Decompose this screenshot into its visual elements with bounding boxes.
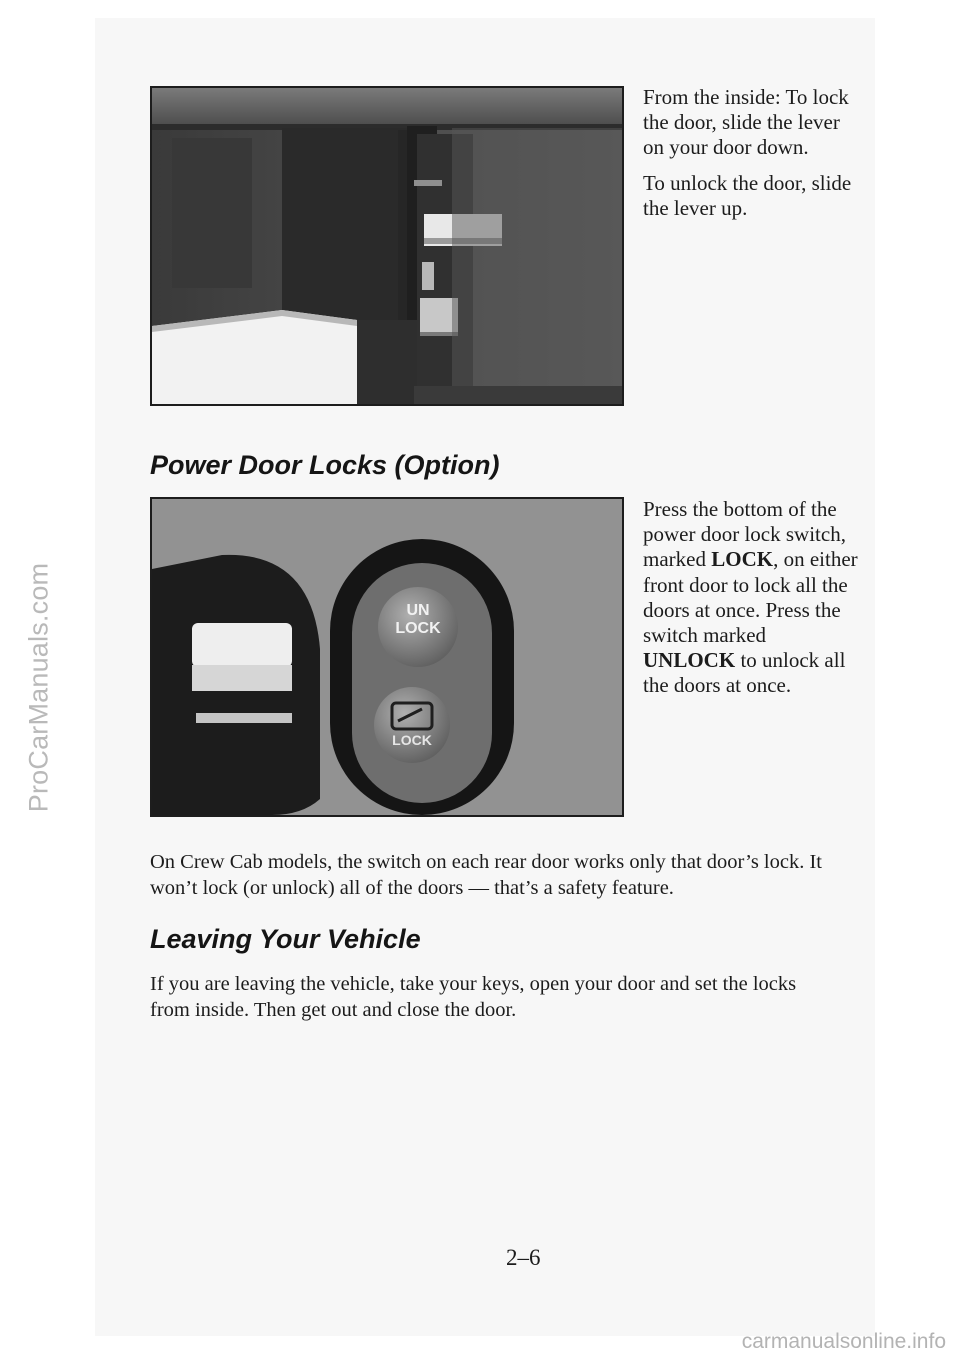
unlock-label-top: UN xyxy=(406,602,430,619)
page-number: 2–6 xyxy=(506,1245,541,1270)
inside-lock-paragraph: From the inside: To lock the door, slide the lever on your door down. xyxy=(643,85,849,160)
door-lever-illustration xyxy=(152,88,622,404)
power-lock-switch-photo xyxy=(150,497,624,817)
crew-cab-note: On Crew Cab models, the switch on each rear door works only that door’s lock. It won’t lock (or unlock) all of the doors — that’s a safety feature. xyxy=(150,851,822,899)
side-watermark: ProCarManuals.com xyxy=(23,562,54,812)
lock-term: LOCK xyxy=(711,547,774,572)
inside-unlock-paragraph: To unlock the door, slide the lever up. xyxy=(643,170,852,220)
leaving-vehicle-heading: Leaving Your Vehicle xyxy=(150,924,421,954)
power-door-locks-heading: Power Door Locks (Option) xyxy=(150,450,500,480)
power-lock-switch-illustration xyxy=(152,499,622,815)
power-lock-paragraph: Press the bottom of the power door lock switch, marked LOCK, on either front door to lock all the doors at once. Press the switch marked UNLOCK to unlock all the doors at once. xyxy=(643,497,858,698)
unlock-label-bottom: LOCK xyxy=(395,620,441,637)
lock-label: LOCK xyxy=(392,732,432,748)
inside-lock-instructions xyxy=(643,85,861,231)
bottom-watermark: carmanualsonline.info xyxy=(741,1330,946,1353)
leaving-vehicle-text: If you are leaving the vehicle, take your keys, open your door and set the locks from inside. Then get out and close the door. xyxy=(150,973,797,1021)
power-lock-instructions xyxy=(643,497,861,709)
unlock-term: UNLOCK xyxy=(643,648,736,673)
door-lock-lever-photo xyxy=(150,86,624,406)
